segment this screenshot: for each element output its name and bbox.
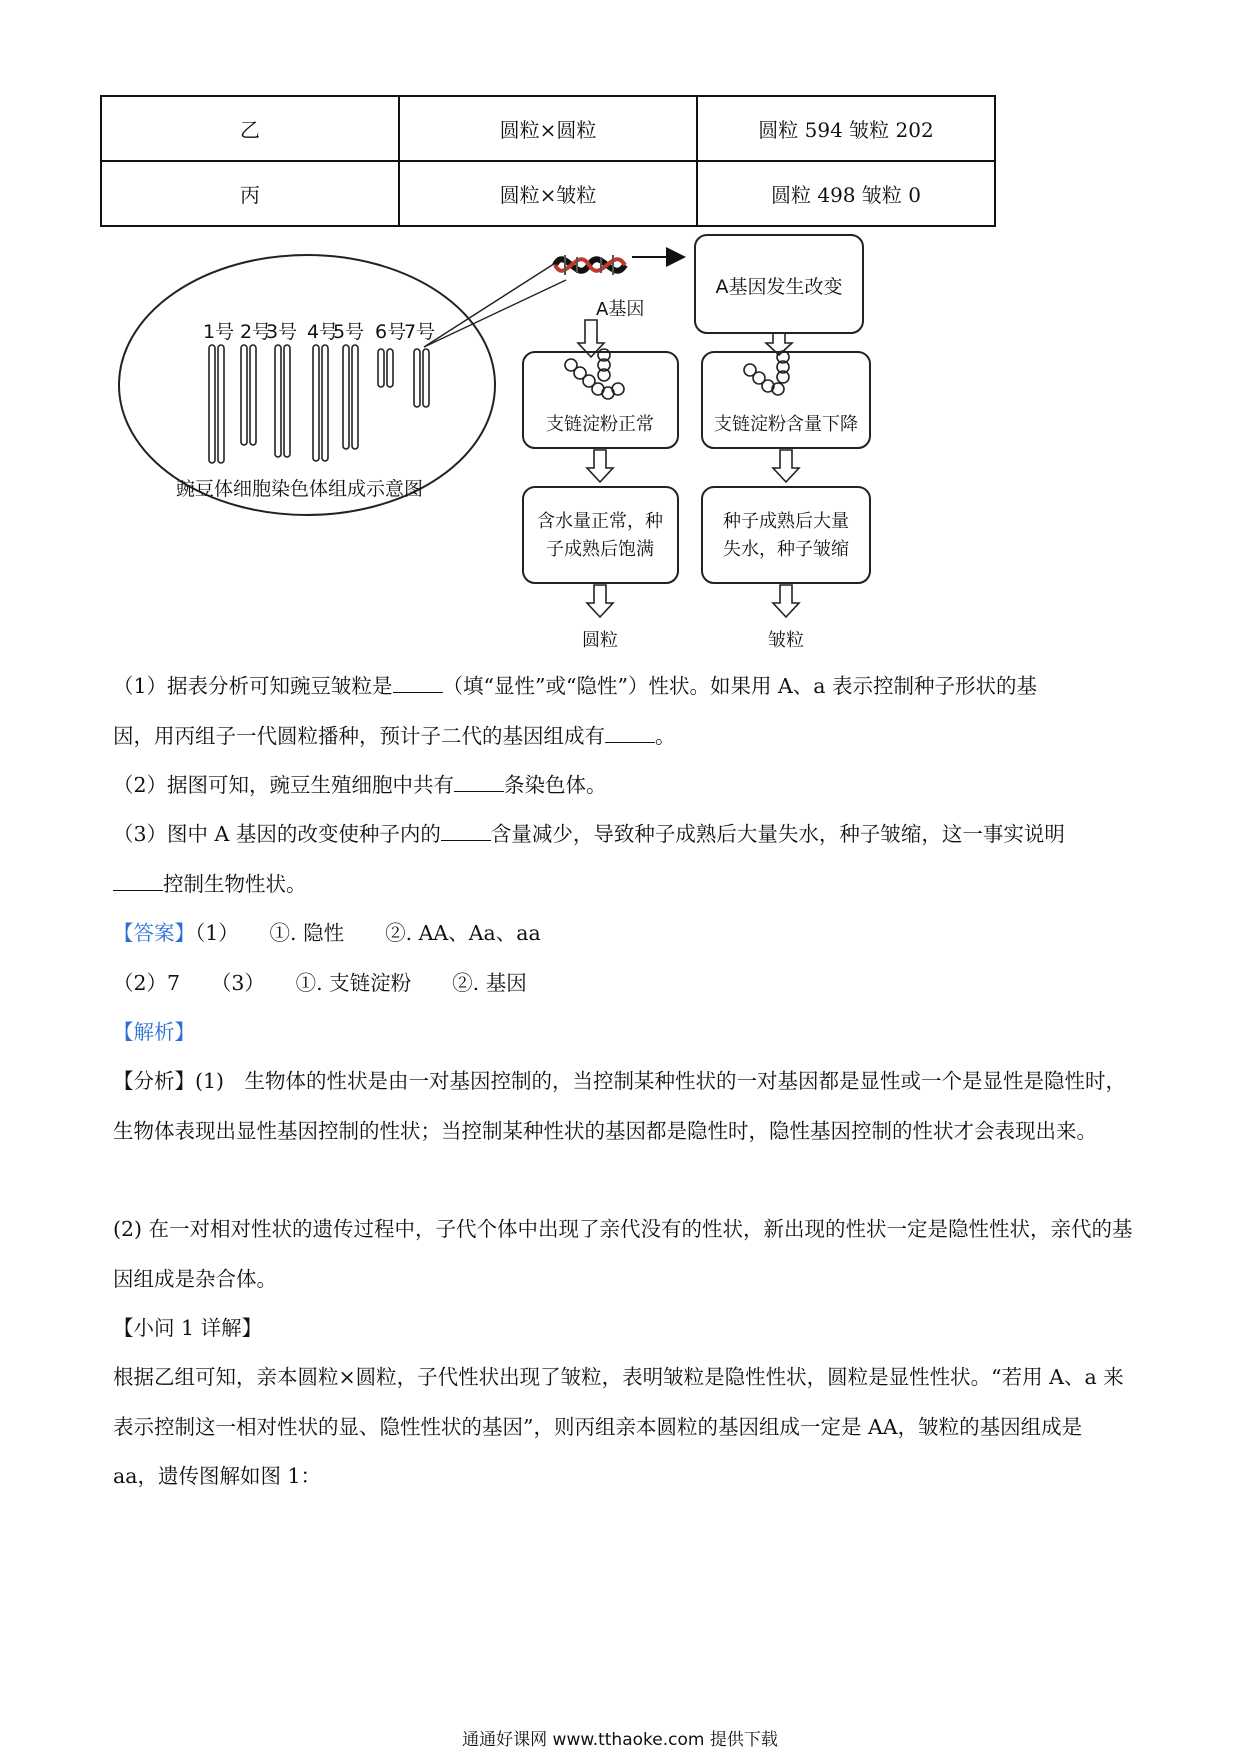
chromosome-label: 6号 — [375, 321, 407, 343]
chromosome-label: 1号 — [203, 321, 235, 343]
gene-label: A基因 — [596, 299, 645, 320]
starch-normal-text: 支链淀粉正常 — [546, 414, 654, 435]
gene-trait-diagram — [0, 225, 1240, 655]
table-row — [101, 161, 995, 226]
chromosome-label: 3号 — [266, 321, 298, 343]
water-loss-line1: 种子成熟后大量 — [723, 511, 849, 532]
group-cell: 乙 — [101, 96, 399, 161]
water-normal-box — [523, 487, 678, 583]
paragraph-text: 【小问 1 详解】 — [113, 1316, 263, 1340]
gene-changed-text: A基因发生改变 — [715, 276, 843, 298]
question-1 — [113, 662, 1133, 761]
starch-low-text: 支链淀粉含量下降 — [714, 414, 858, 435]
question-text: （1）据表分析可知豌豆皱粒是 — [113, 674, 393, 698]
answer-line: （2）7 （3） ①. 支链淀粉 ②. 基因 — [113, 970, 527, 995]
question-text: 控制生物性状。 — [163, 871, 307, 896]
starch-molecule-icon — [744, 351, 789, 395]
cross-results-table — [100, 95, 996, 227]
answer-blank — [393, 672, 443, 693]
answer-blank — [454, 771, 504, 792]
answer-blank — [113, 870, 163, 891]
chromosome-label: 4号 — [307, 321, 339, 343]
paragraph-text: 根据乙组可知，亲本圆粒×圆粒，子代性状出现了皱粒，表明皱粒是隐性性状，圆粒是显性性状。“若用 A、a 来表示控制这一相对性状的显、隐性性状的基因”，则丙组亲本圆粒的基因组成一定是 AA，皱粒的基因组成是 aa，遗传图解如图 1： — [113, 1365, 1124, 1488]
question-text: （2）据图可知，豌豆生殖细胞中共有 — [113, 773, 455, 797]
chromosomes — [209, 345, 429, 463]
question-text: （3）图中 A 基因的改变使种子内的 — [113, 822, 441, 846]
chromosome-label: 5号 — [333, 321, 365, 343]
question-2 — [113, 761, 1133, 811]
result-wrinkled: 皱粒 — [768, 630, 804, 651]
parents-cell: 圆粒×圆粒 — [399, 96, 697, 161]
analysis-label-line — [113, 1008, 1133, 1058]
chromosome-label: 2号 — [240, 321, 272, 343]
answer-label: 【答案】 — [113, 921, 195, 945]
group-cell: 丙 — [101, 161, 399, 226]
chromosome-label: 7号 — [404, 321, 436, 343]
question-text: 含量减少，导致种子成熟后大量失水，种子皱缩，这一事实说明 — [490, 822, 1065, 846]
analysis-sub-label: 【分析】 — [113, 1069, 195, 1093]
question-text: （填“显性”或“隐性”）性状。如果用 A、a 表示控制种子形状的基 — [442, 674, 1038, 698]
offspring-cell: 圆粒 498 皱粒 0 — [697, 161, 995, 226]
answer-section — [113, 909, 1133, 1008]
result-round: 圆粒 — [582, 630, 618, 651]
page-footer: 通通好课网 www.tthaoke.com 提供下载 — [462, 1730, 778, 1750]
question-text: 条染色体。 — [504, 773, 607, 797]
water-normal-line2: 子成熟后饱满 — [546, 539, 654, 560]
analysis-label: 【解析】 — [113, 1020, 195, 1044]
water-normal-line1: 含水量正常，种 — [537, 511, 663, 532]
offspring-cell: 圆粒 594 皱粒 202 — [697, 96, 995, 161]
question-text: 因，用丙组子一代圆粒播种，预计子二代的基因组成有 — [113, 723, 605, 748]
answer-line: （1） ①. 隐性 ②. AA、Aa、aa — [195, 921, 541, 945]
cell-ellipse — [119, 255, 495, 515]
water-loss-line2: 失水，种子皱缩 — [723, 539, 849, 560]
question-text: 。 — [655, 723, 676, 748]
starch-molecule-icon — [565, 349, 624, 399]
table-row — [101, 96, 995, 161]
analysis-paragraph-2 — [113, 1205, 1133, 1304]
water-loss-box — [702, 487, 870, 583]
answer-blank — [605, 722, 655, 743]
dna-helix-icon — [555, 255, 625, 275]
paragraph-text: (2) 在一对相对性状的遗传过程中，子代个体中出现了亲代没有的性状，新出现的性状一定是隐性性状，亲代的基因组成是杂合体。 — [113, 1217, 1133, 1291]
analysis-paragraph-1 — [113, 1057, 1133, 1156]
question-3 — [113, 810, 1133, 909]
sub-question-heading — [113, 1304, 1133, 1354]
ellipse-caption: 豌豆体细胞染色体组成示意图 — [176, 478, 424, 500]
paragraph-text: (1) 生物体的性状是由一对基因控制的，当控制某种性状的一对基因都是显性或一个是显性是隐性时，生物体表现出显性基因控制的性状；当控制某种性状的基因都是隐性时，隐性基因控制的性状才会表现出来。 — [113, 1069, 1127, 1143]
answer-blank — [441, 820, 491, 841]
parents-cell: 圆粒×皱粒 — [399, 161, 697, 226]
analysis-paragraph-4 — [113, 1353, 1133, 1502]
